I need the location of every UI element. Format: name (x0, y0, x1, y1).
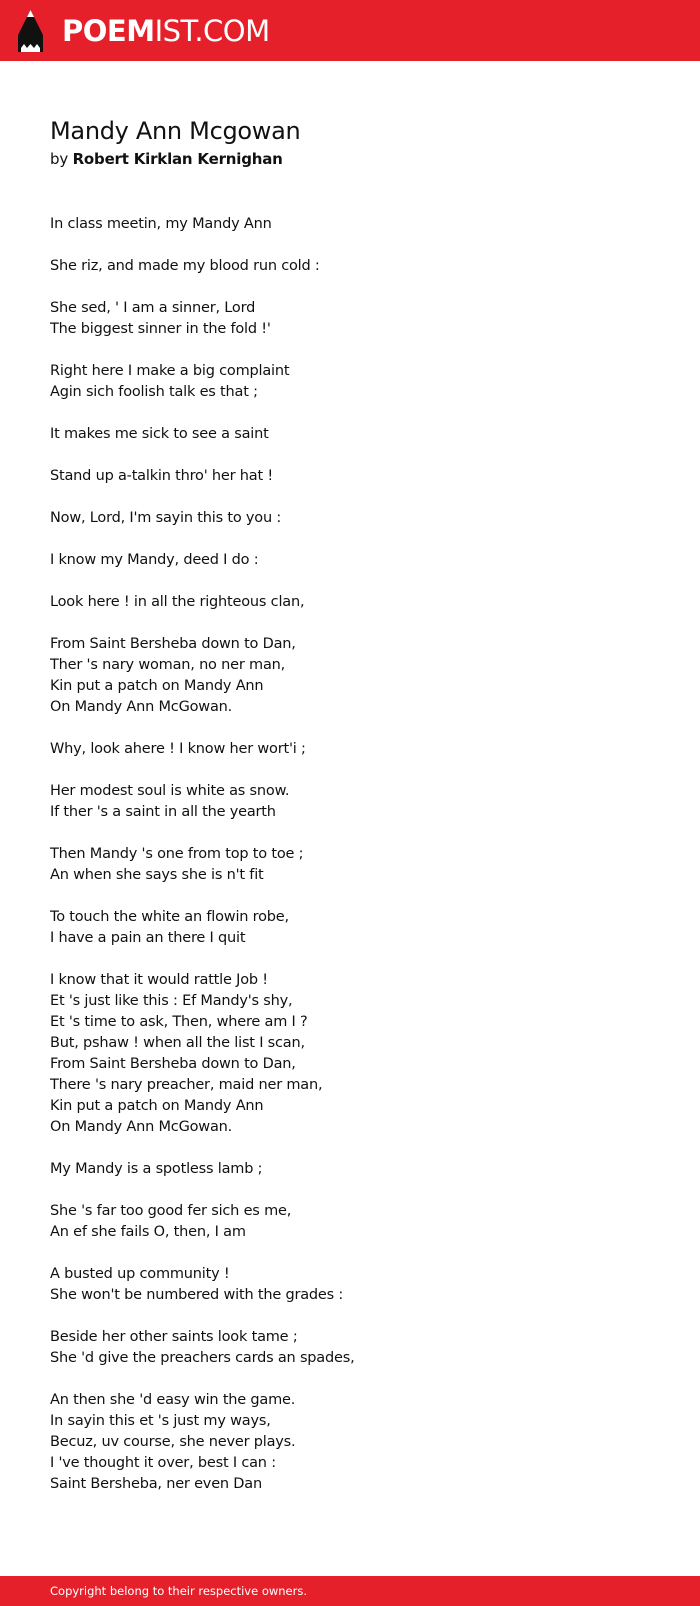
poem-line: She won't be numbered with the grades : (50, 1287, 344, 1303)
poem-stanza (50, 466, 650, 487)
poem-line: She 'd give the preachers cards an spades, (50, 1350, 355, 1366)
by-label: by (50, 150, 68, 168)
poem-stanza (50, 739, 650, 760)
poem-stanza (50, 1327, 650, 1369)
poem-line: Et 's time to ask, Then, where am I ? (50, 1014, 308, 1030)
poem-line: The biggest sinner in the fold !' (50, 321, 271, 337)
poem-stanza (50, 1201, 650, 1243)
poem-line: In sayin this et 's just my ways, (50, 1413, 271, 1429)
poem-stanza (50, 508, 650, 529)
poem-stanza (50, 1159, 650, 1180)
poem-line: I know my Mandy, deed I do : (50, 552, 259, 568)
poem-byline (50, 148, 650, 170)
poem-line: Agin sich foolish talk es that ; (50, 384, 258, 400)
poem-line: Why, look ahere ! I know her wort'i ; (50, 741, 306, 757)
poem-stanza (50, 970, 650, 1138)
poem-line: I know that it would rattle Job ! (50, 972, 268, 988)
poem-line: Stand up a-talkin thro' her hat ! (50, 468, 273, 484)
poem-line: Et 's just like this : Ef Mandy's shy, (50, 993, 293, 1009)
poem-stanza (50, 361, 650, 403)
poem-line: To touch the white an flowin robe, (50, 909, 289, 925)
poem-line: There 's nary preacher, maid ner man, (50, 1077, 323, 1093)
poem-line: An when she says she is n't fit (50, 867, 264, 883)
pencil-logo-icon[interactable] (18, 10, 43, 52)
poem-stanza (50, 844, 650, 886)
poem-line: Saint Bersheba, ner even Dan (50, 1476, 262, 1492)
poem-stanza (50, 907, 650, 949)
poem-line: Kin put a patch on Mandy Ann (50, 678, 264, 694)
poem-line: An ef she fails O, then, I am (50, 1224, 246, 1240)
poem-stanza (50, 634, 650, 718)
poem-line: Beside her other saints look tame ; (50, 1329, 298, 1345)
poem-line: A busted up community ! (50, 1266, 230, 1282)
poem-line: Kin put a patch on Mandy Ann (50, 1098, 264, 1114)
site-logo[interactable] (62, 13, 270, 49)
poem-line: In class meetin, my Mandy Ann (50, 216, 272, 232)
poem-line: She 's far too good fer sich es me, (50, 1203, 292, 1219)
poem-line: Becuz, uv course, she never plays. (50, 1434, 296, 1450)
poem-stanza (50, 1390, 650, 1495)
copyright-text: Copyright belong to their respective owners. (50, 1584, 308, 1598)
logo-text-bold: POEM (62, 14, 155, 48)
author-link[interactable]: Robert Kirklan Kernighan (72, 150, 283, 168)
site-footer (0, 1576, 700, 1606)
poem-line: Look here ! in all the righteous clan, (50, 594, 305, 610)
poem-line: On Mandy Ann McGowan. (50, 1119, 233, 1135)
poem-stanza (50, 592, 650, 613)
poem-stanza (50, 298, 650, 340)
poem-line: Right here I make a big complaint (50, 363, 290, 379)
poem-stanza (50, 214, 650, 235)
poem-line: But, pshaw ! when all the list I scan, (50, 1035, 305, 1051)
poem-line: Now, Lord, I'm sayin this to you : (50, 510, 282, 526)
poem-stanza (50, 1264, 650, 1306)
poem-stanza (50, 781, 650, 823)
poem-stanza (50, 424, 650, 445)
poem-stanza (50, 550, 650, 571)
poem-line: Her modest soul is white as snow. (50, 783, 290, 799)
poem-line: Ther 's nary woman, no ner man, (50, 657, 286, 673)
poem-line: My Mandy is a spotless lamb ; (50, 1161, 263, 1177)
poem-line: If ther 's a saint in all the yearth (50, 804, 276, 820)
poem-line: From Saint Bersheba down to Dan, (50, 1056, 296, 1072)
poem-line: She sed, ' I am a sinner, Lord (50, 300, 256, 316)
poem-content (50, 114, 650, 1516)
poem-line: Then Mandy 's one from top to toe ; (50, 846, 304, 862)
poem-title: Mandy Ann Mcgowan (50, 117, 301, 145)
poem-line: It makes me sick to see a saint (50, 426, 269, 442)
poem-body (50, 214, 650, 1495)
logo-text-light: IST.COM (154, 14, 270, 48)
poem-line: I have a pain an there I quit (50, 930, 246, 946)
poem-line: On Mandy Ann McGowan. (50, 699, 233, 715)
poem-line: From Saint Bersheba down to Dan, (50, 636, 296, 652)
poem-stanza (50, 256, 650, 277)
poem-line: I 've thought it over, best I can : (50, 1455, 276, 1471)
site-header (0, 0, 700, 61)
poem-line: She riz, and made my blood run cold : (50, 258, 320, 274)
poem-line: An then she 'd easy win the game. (50, 1392, 296, 1408)
